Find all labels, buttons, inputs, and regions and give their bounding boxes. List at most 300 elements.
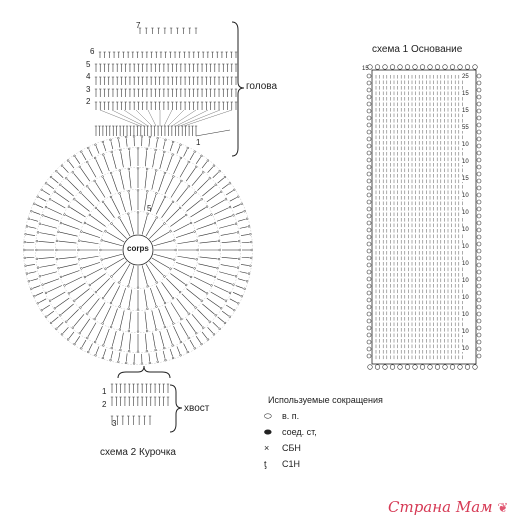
stitch-mark [88,187,99,201]
stitch-mark [27,264,35,265]
row-number: 15 [462,176,469,182]
row-number: 10 [462,227,469,233]
stitch-top [180,157,182,159]
stitch-top [213,333,215,335]
stitch-top [78,249,80,251]
stitch-top [127,285,129,287]
stitch-top [215,184,217,186]
stitch-mark [83,232,100,238]
stitch-mark [197,179,208,190]
stitch-mark [103,178,111,194]
stitch-mark [176,262,193,268]
stitch-mark [56,193,69,202]
stitch-mark [198,264,216,268]
stitch-top [37,196,39,198]
stitch-top [172,201,174,203]
stitch-mark [241,264,249,265]
stitch-top [188,185,190,187]
chain-dot [367,312,371,316]
stitch-top [207,339,209,341]
stitch-mark [207,193,220,202]
stitch-top [137,212,139,214]
chain-dot [367,228,371,232]
stitch-mark [178,241,196,244]
stitch-top [94,157,96,159]
stitch-mark [158,174,164,191]
stitch-mark [67,309,78,320]
stitch-mark [167,156,172,171]
stitch-top [202,171,204,173]
legend-item [264,424,383,440]
stitch-top [110,196,112,198]
stitch-mark [81,168,90,181]
stitch-mark [47,311,53,316]
stitch-top [25,265,27,267]
stitch-top [172,357,174,359]
chain-dot [367,249,371,253]
stitch-mark [44,216,59,221]
stitch-mark [112,174,118,191]
stitch-mark [112,286,120,302]
stitch-mark [26,242,34,243]
stitch-mark [104,329,109,344]
chain-dot [477,242,481,246]
stitch-mark [75,336,79,343]
stitch-mark [186,168,195,181]
stitch-top [146,168,148,170]
stitch-mark [170,216,185,227]
chain-dot [367,81,371,85]
stitch-mark [88,163,96,177]
stitch-mark [197,270,214,276]
stitch-mark [186,200,200,211]
stitch-mark [145,334,146,350]
stitch-top [251,249,253,251]
stitch-top [170,230,172,232]
stitch-mark [129,312,131,330]
stitch-top [37,231,39,233]
stitch-mark [103,241,122,246]
double-crochet-icon: ƫ [264,459,267,469]
stitch-mark [153,333,156,349]
stitch-mark [211,200,225,208]
stitch-mark [104,156,109,171]
stitch-top [235,223,237,225]
stitch-mark [28,272,36,274]
chain-dot [367,333,371,337]
stitch-mark [39,197,46,201]
chain-dot [405,65,410,70]
legend-label: СБН [282,443,301,453]
stitch-top [133,363,135,365]
stitch-mark [202,162,207,168]
stitch-mark [241,234,249,235]
stitch-mark [60,264,78,268]
stitch-top [101,259,103,261]
stitch-top [42,214,44,216]
stitch-top [248,273,250,275]
stitch-top [86,313,88,315]
chain-dot [367,172,371,176]
fan-line [112,110,144,126]
stitch-mark [103,306,111,322]
stitch-mark [208,167,213,173]
tail-brace [170,385,182,432]
stitch-top [26,273,28,275]
stitch-top [81,231,83,233]
chain-dot [367,186,371,190]
chain-dot [477,333,481,337]
stitch-top [147,285,149,287]
stitch-top [33,295,35,297]
stitch-mark [166,278,179,291]
stitch-top [58,267,60,269]
chain-dot [477,109,481,113]
stitch-mark [222,184,228,189]
chain-dot [367,340,371,344]
stitch-top [33,203,35,205]
stitch-top [24,249,26,251]
stitch-mark [70,207,85,217]
stitch-top [68,206,70,208]
stitch-mark [184,343,188,350]
stitch-top [30,288,32,290]
fan-line [184,110,232,126]
stitch-top [163,151,165,153]
stitch-mark [86,224,102,232]
chain-dot [477,284,481,288]
stitch-top [164,196,166,198]
row-number: 10 [462,159,469,165]
legend-item [264,440,383,456]
stitch-mark [240,272,248,274]
stitch-top [111,151,113,153]
stitch-top [110,172,112,174]
stitch-mark [207,298,220,307]
stitch-top [102,154,104,156]
stitch-top [81,267,83,269]
chain-dot [477,340,481,344]
row-number: 15 [462,91,469,97]
stitch-top [173,239,175,241]
stitch-mark [57,172,63,178]
stitch-top [235,275,237,277]
stitch-mark [202,332,207,338]
row-number: 15 [462,108,469,114]
chain-dot [443,65,448,70]
stitch-mark [81,241,99,244]
chain-dot [367,137,371,141]
stitch-mark [174,268,190,276]
stitch-mark [66,277,82,285]
stitch-mark [156,352,157,360]
stitch-top [238,240,240,242]
chain-dot [477,179,481,183]
stitch-mark [129,193,132,211]
stitch-top [190,276,192,278]
stitch-top [36,249,38,251]
stitch-top [137,351,139,353]
stitch-mark [174,224,190,232]
stitch-top [94,318,96,320]
stitch-top [188,313,190,315]
stitch-mark [208,327,213,333]
row-number: 55 [462,125,469,131]
stitch-mark [222,257,238,258]
stitch-mark [112,309,118,326]
stitch-mark [233,292,240,295]
stitch-mark [83,262,100,268]
stitch-mark [63,167,68,173]
stitch-mark [96,326,103,341]
chain-dot [367,354,371,358]
stitch-mark [162,282,173,297]
chain-dot [477,172,481,176]
stitch-top [157,361,159,363]
stitch-mark [81,193,94,206]
legend-label: в. п. [282,411,300,421]
stitch-mark [177,187,188,201]
row-number: 10 [462,278,469,284]
stitch-top [190,222,192,224]
stitch-mark [192,173,202,185]
stitch-mark [152,310,156,328]
watermark-text: Страна Мам [388,498,493,516]
stitch-top [102,323,104,325]
stitch-mark [120,172,124,190]
slip-stitch-icon: ⬬ [264,426,272,437]
chain-dot [477,137,481,141]
chain-dot [420,65,425,70]
stitch-mark [144,290,147,308]
row-number: 25 [462,74,469,80]
chain-dot [367,193,371,197]
stitch-mark [95,302,105,317]
chain-dot [367,221,371,225]
stitch-top [119,306,121,308]
stitch-mark [236,212,244,215]
legend [264,392,383,472]
stitch-mark [56,298,69,307]
stitch-mark [96,159,103,174]
stitch-mark [163,141,165,149]
chain-dot [477,221,481,225]
stitch-mark [67,179,78,190]
fan-line [168,110,184,126]
stitch-mark [120,310,124,328]
stitch-top [87,351,89,353]
heart-icon: ❦ [497,501,508,516]
stitch-top [248,226,250,228]
stitch-mark [222,241,238,242]
stitch-top [137,309,139,311]
stitch-mark [104,203,115,218]
stitch-top [217,231,219,233]
stitch-mark [43,191,50,195]
chain-dot [473,65,478,70]
stitch-mark [218,317,224,322]
stitch-top [30,210,32,212]
stitch-mark [190,207,205,217]
stitch-top [163,347,165,349]
stitch-top [197,249,199,251]
stitch-mark [242,242,250,243]
stitch-top [39,275,41,277]
stitch-mark [156,286,164,302]
stitch-mark [222,311,228,316]
stitch-top [86,161,88,163]
chain-dot [477,319,481,323]
stitch-top [195,307,197,309]
stitch-top [95,144,97,146]
stitch-top [24,257,26,259]
chain-dot [477,291,481,295]
stitch-mark [41,224,56,228]
stitch-mark [170,274,185,285]
chain-dot [477,165,481,169]
head-row-3: 3 [86,85,91,94]
stitch-mark [38,241,54,242]
stitch-top [194,151,196,153]
chain-dot [367,235,371,239]
stitch-mark [163,351,165,359]
stitch-top [250,257,252,259]
stitch-top [79,332,81,334]
stitch-top [36,258,38,260]
stitch-mark [30,219,38,221]
stitch-mark [75,200,89,211]
scheme2-title: схема 2 Курочка [100,447,176,458]
stitch-top [211,214,213,216]
stitch-top [137,287,139,289]
stitch-top [195,191,197,193]
chain-dot [383,65,388,70]
stitch-mark [192,314,202,326]
stitch-top [195,332,197,334]
stitch-top [237,302,239,304]
stitch-top [155,306,157,308]
legend-label: соед. ст, [282,427,317,437]
chain-dot [435,365,440,370]
stitch-top [119,193,121,195]
head-label: голова [246,81,278,92]
stitch-top [246,280,248,282]
stitch-mark [197,309,208,320]
stitch-top [68,292,70,294]
stitch-top [119,170,121,172]
chain-dot [367,130,371,134]
stitch-top [137,190,139,192]
stitch-mark [182,193,195,206]
stitch-mark [202,304,214,314]
stitch-mark [62,270,79,276]
stitch-top [155,349,157,351]
stitch-top [128,308,130,310]
stitch-mark [176,232,193,238]
stitch-top [146,350,148,352]
stitch-mark [97,278,110,291]
stitch-mark [167,329,172,344]
chain-dot [458,365,463,370]
stitch-mark [112,331,116,346]
chain-dot [367,326,371,330]
stitch-mark [66,215,82,223]
chain-dot [367,242,371,246]
chain-dot [367,277,371,281]
row-number: 10 [462,210,469,216]
scheme1-title: схема 1 Основание [372,44,463,55]
stitch-top [128,168,130,170]
stitch-top [149,136,151,138]
stitch-top [119,349,121,351]
stitch-top [102,176,104,178]
stitch-top [232,214,234,216]
stitch-mark [196,336,200,343]
chain-dot [367,165,371,169]
stitch-mark [240,227,248,229]
stitch-mark [153,241,172,246]
stitch-mark [74,173,84,185]
stitch-mark [91,216,106,227]
fan-line [164,110,172,126]
stitch-mark [236,286,244,289]
stitch-top [36,240,38,242]
stitch-mark [213,172,219,178]
stitch-mark [96,146,99,153]
chain-dot [465,65,470,70]
chain-dot [477,144,481,148]
chain-dot [477,123,481,127]
stitch-mark [129,265,134,284]
stitch-top [241,295,243,297]
stitch-mark [194,277,210,285]
scheme1-start-number: 15 [362,66,369,72]
stitch-mark [51,200,65,208]
chain-dot [428,65,433,70]
stitch-top [72,171,74,173]
chain-line [196,130,230,136]
stitch-top [172,344,174,346]
stitch-top [110,302,112,304]
chain-dot [477,249,481,253]
chain-dot [367,151,371,155]
stitch-mark [103,254,122,259]
stitch-mark [171,182,181,197]
stitch-mark [95,182,105,197]
stitch-mark [165,178,173,194]
stitch-top [232,284,234,286]
stitch-mark [81,319,90,332]
stitch-mark [129,171,131,189]
stitch-mark [120,195,126,212]
stitch-top [60,276,62,278]
row-number: 10 [462,295,469,301]
stitch-top [164,326,166,328]
chain-dot [413,65,418,70]
stitch-mark [142,215,147,234]
stitch-mark [88,298,99,312]
stitch-mark [129,150,130,166]
watermark [388,498,508,516]
stitch-top [173,259,175,261]
row-number: 10 [462,329,469,335]
chain-dot [367,116,371,120]
stitch-top [201,198,203,200]
stitch-top [128,350,130,352]
chain-dot [367,319,371,323]
stitch-top [244,288,246,290]
head-brace [232,22,244,156]
